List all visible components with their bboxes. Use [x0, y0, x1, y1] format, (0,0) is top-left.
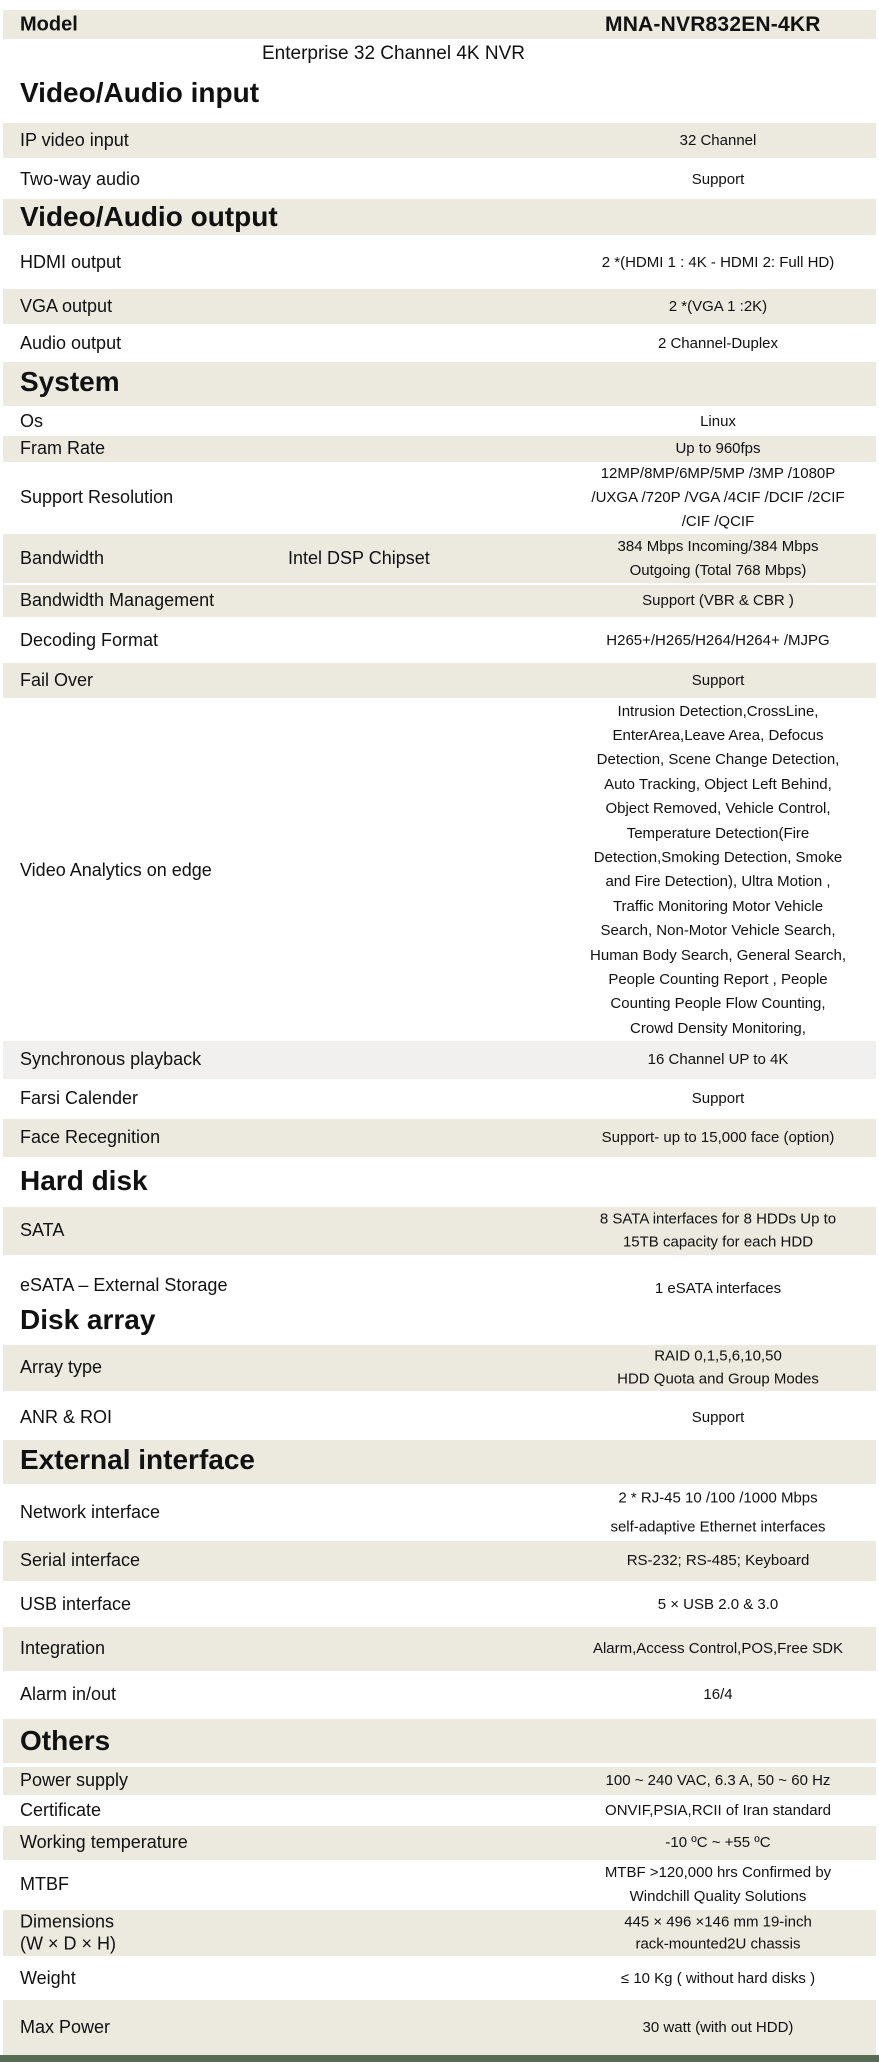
row-value: Support — [691, 671, 745, 689]
row-max-power — [3, 2000, 876, 2055]
row-label: Weight — [20, 1968, 76, 1989]
row-label: Video Analytics on edge — [20, 859, 212, 880]
row-value: Support — [691, 1409, 745, 1426]
row-fail-over — [3, 663, 876, 698]
row-value: 32 Channel — [679, 131, 757, 149]
row-value: 2 *(HDMI 1 : 4K - HDMI 2: Full HD) — [601, 254, 835, 271]
row-mtbf — [3, 1860, 876, 1910]
row-working-temperature — [3, 1826, 876, 1860]
row-label: HDMI output — [20, 252, 122, 273]
row-certificate — [3, 1797, 876, 1825]
row-value: 100 ~ 240 VAC, 6.3 A, 50 ~ 60 Hz — [605, 1772, 831, 1789]
row-label: Bandwidth — [20, 547, 105, 568]
row-value: 1 eSATA interfaces — [654, 1280, 782, 1297]
row-value: Support (VBR & CBR ) — [642, 592, 794, 609]
row-label: Two-way audio — [20, 168, 141, 189]
row-label: Farsi Calender — [20, 1088, 139, 1109]
row-label: Alarm in/out — [20, 1684, 117, 1705]
row-value: Linux — [700, 412, 736, 430]
row-farsi-calender — [3, 1081, 876, 1117]
row-value: Intrusion Detection,CrossLine, EnterArea,Leave Area, Defocus Detection, Scene Change Detection, Auto Tracking, Object Left Behind, Object Removed, Vehicle Control, Temperature Detection(Fire Detection,Smoking Detection, Smoke and Fire Detection), Ultra Motion , Traffic Monitoring Motor Vehicle Search, Non-Motor Vehicle Search, Human Body Search, General Search, People Counting Report , People Counting People Flow Counting, Crowd Density Monitoring, — [590, 702, 846, 1037]
section-band-others — [3, 1719, 876, 1763]
row-value: Up to 960fps — [675, 440, 761, 457]
row-label: Audio output — [20, 332, 122, 353]
row-value: MTBF >120,000 hrs Confirmed by Windchill Quality Solutions — [604, 1864, 832, 1905]
section-external-interface: External interface — [20, 1444, 255, 1475]
row-label: Working temperature — [20, 1832, 188, 1853]
row-label: Synchronous playback — [20, 1049, 202, 1070]
section-system: System — [20, 366, 120, 397]
row-label: eSATA – External Storage — [20, 1275, 228, 1295]
row-label: MTBF — [20, 1874, 69, 1895]
row-label: Integration — [20, 1638, 106, 1659]
footer-bar — [0, 2055, 879, 2062]
row-value: -10 ºC ~ +55 ºC — [665, 1834, 771, 1851]
row-fram-rate — [3, 436, 876, 462]
row-value: RS-232; RS-485; Keyboard — [626, 1552, 810, 1569]
row-value: Support — [691, 170, 745, 188]
section-others: Others — [20, 1725, 111, 1756]
row-usb-interface — [3, 1585, 876, 1625]
row-value: 384 Mbps Incoming/384 Mbps Outgoing (Total 768 Mbps) — [617, 537, 819, 579]
row-video-analytics — [3, 700, 876, 1041]
row-value: 12MP/8MP/6MP/5MP /3MP /1080P /UXGA /720P /VGA /4CIF /DCIF /2CIF /CIF /QCIF — [591, 465, 845, 530]
row-label: Os — [20, 410, 44, 431]
row-two-way-audio — [3, 162, 876, 197]
row-support-resolution — [3, 462, 876, 534]
section-disk-array: Disk array — [20, 1304, 156, 1335]
row-value: RAID 0,1,5,6,10,50 HDD Quota and Group Modes — [617, 1347, 819, 1387]
row-sata — [3, 1207, 876, 1255]
row-value: 5 × USB 2.0 & 3.0 — [657, 1596, 779, 1613]
row-vga-output — [3, 289, 876, 324]
section-band-system — [3, 362, 876, 406]
row-weight — [3, 1958, 876, 2000]
row-decoding-format — [3, 621, 876, 661]
row-label: ANR & ROI — [20, 1407, 113, 1428]
row-value: H265+/H265/H264/H264+ /MJPG — [606, 632, 830, 649]
row-value: 445 × 496 ×146 mm 19-inch rack-mounted2U chassis — [624, 1913, 812, 1952]
row-power-supply — [3, 1767, 876, 1795]
row-value: 30 watt (with out HDD) — [642, 2018, 794, 2036]
row-label: Fram Rate — [20, 438, 106, 459]
model-label: Model — [20, 13, 78, 35]
row-bandwidth-management — [3, 585, 876, 617]
row-value: 2 *(VGA 1 :2K) — [668, 297, 768, 315]
row-value: ONVIF,PSIA,RCII of Iran standard — [605, 1802, 831, 1819]
section-hard-disk: Hard disk — [20, 1165, 148, 1196]
row-esata — [3, 1263, 876, 1297]
row-value: 8 SATA interfaces for 8 HDDs Up to 15TB capacity for each HDD — [599, 1210, 837, 1250]
row-integration — [3, 1627, 876, 1671]
row-label: Support Resolution — [20, 487, 174, 508]
row-value: 16/4 — [703, 1686, 733, 1703]
row-label: IP video input — [20, 129, 129, 150]
row-value: 2 * RJ-45 10 /100 /1000 Mbps self-adaptive Ethernet interfaces — [610, 1489, 826, 1535]
chipset-label: Intel DSP Chipset — [288, 548, 430, 568]
row-label: Serial interface — [20, 1550, 141, 1571]
row-anr-roi — [3, 1398, 876, 1438]
row-value: 2 Channel-Duplex — [657, 334, 779, 352]
row-face-recognition — [3, 1119, 876, 1157]
row-label: Certificate — [20, 1800, 102, 1821]
product-subtitle: Enterprise 32 Channel 4K NVR — [262, 43, 525, 64]
row-os — [3, 408, 876, 435]
row-value: ≤ 10 Kg ( without hard disks ) — [620, 1970, 816, 1987]
row-label: Dimensions (W × D × H) — [20, 1911, 117, 1953]
row-value: Support — [691, 1090, 745, 1107]
row-ip-video-input — [3, 123, 876, 158]
row-label: Fail Over — [20, 669, 94, 690]
row-bandwidth — [3, 534, 876, 583]
model-row — [3, 10, 876, 39]
row-alarm-in-out — [3, 1673, 876, 1717]
section-video-audio-output: Video/Audio output — [20, 201, 278, 232]
row-label: SATA — [20, 1220, 65, 1241]
row-hdmi-output — [3, 242, 876, 284]
row-label: Face Recegnition — [20, 1127, 161, 1148]
row-label: Array type — [20, 1357, 103, 1378]
section-video-audio-input: Video/Audio input — [20, 77, 260, 108]
row-network-interface — [3, 1486, 876, 1540]
row-serial-interface — [3, 1541, 876, 1581]
row-value: Alarm,Access Control,POS,Free SDK — [592, 1640, 844, 1657]
row-label: Power supply — [20, 1770, 129, 1791]
row-audio-output — [3, 326, 876, 361]
row-synchronous-playback — [3, 1041, 876, 1079]
row-label: USB interface — [20, 1594, 132, 1615]
row-label: VGA output — [20, 295, 113, 316]
row-label: Max Power — [20, 2016, 111, 2037]
row-label: Network interface — [20, 1502, 161, 1523]
row-value: 16 Channel UP to 4K — [647, 1051, 789, 1068]
row-label: Bandwidth Management — [20, 590, 215, 611]
row-dimensions — [3, 1910, 876, 1956]
row-array-type — [3, 1345, 876, 1391]
model-value: MNA-NVR832EN-4KR — [605, 12, 821, 36]
row-label: Decoding Format — [20, 630, 159, 651]
row-value: Support- up to 15,000 face (option) — [601, 1129, 835, 1146]
